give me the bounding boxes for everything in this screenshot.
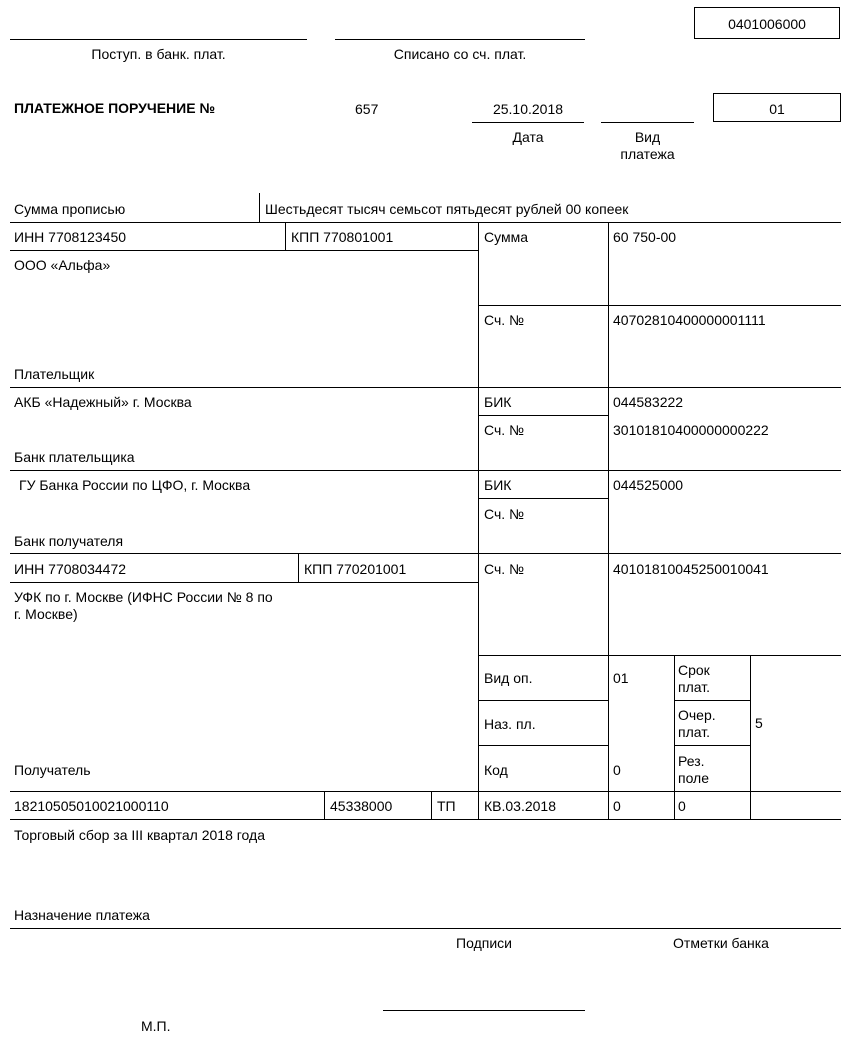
op-type-label: Вид оп. (484, 670, 533, 686)
code-value: 0 (613, 762, 621, 778)
document-date: 25.10.2018 (492, 101, 564, 117)
grid-line (10, 470, 841, 471)
recipient-kpp: КПП 770201001 (304, 561, 407, 577)
oktmo: 45338000 (330, 798, 393, 814)
grid-line (608, 222, 609, 819)
tax-doc-date: 0 (678, 798, 686, 814)
payer-bank-label: Банк плательщика (14, 449, 135, 465)
received-label: Поступ. в банк. плат. (91, 46, 226, 62)
recipient-bank-bik-label: БИК (484, 477, 512, 493)
payer-bank-account: 30101810400000000222 (613, 422, 769, 438)
payer-bank-bik-label: БИК (484, 394, 512, 410)
reserve-label-1: Рез. (678, 753, 705, 769)
order-value: 5 (755, 715, 763, 731)
recipient-name-line-2: г. Москве) (14, 606, 78, 622)
tax-period: КВ.03.2018 (484, 798, 556, 814)
payment-type-line (601, 122, 694, 123)
grid-line (478, 305, 841, 306)
stamp-label: М.П. (141, 1018, 171, 1034)
recipient-inn: ИНН 7708034472 (14, 561, 127, 577)
grid-line (324, 791, 325, 819)
grid-line (10, 387, 841, 388)
payer-bank-account-label: Сч. № (484, 422, 525, 438)
payer-account-label: Сч. № (484, 312, 525, 328)
payer-inn: ИНН 7708123450 (14, 229, 127, 245)
grid-line (10, 819, 841, 820)
purpose-text: Торговый сбор за III квартал 2018 года (14, 827, 265, 843)
grid-line (674, 700, 750, 701)
op-type-value: 01 (613, 670, 629, 686)
amount-words-label: Сумма прописью (14, 201, 126, 217)
payer-name: ООО «Альфа» (14, 257, 111, 273)
grid-line (674, 655, 675, 819)
sum-value: 60 750-00 (613, 229, 677, 245)
grid-line (10, 222, 841, 223)
payer-kpp: КПП 770801001 (291, 229, 394, 245)
purpose-code-label: Наз. пл. (484, 716, 536, 732)
status-code: 01 (769, 101, 785, 117)
grid-line (285, 222, 286, 250)
grid-line (298, 553, 299, 582)
recipient-account: 40101810045250010041 (613, 561, 769, 577)
recipient-name-line-1: УФК по г. Москве (ИФНС России № 8 по (14, 589, 273, 605)
grid-line (10, 791, 841, 792)
grid-line (478, 222, 479, 819)
grid-line (478, 700, 608, 701)
payer-label: Плательщик (14, 366, 95, 382)
grid-line (478, 745, 608, 746)
order-label-1: Очер. (678, 707, 716, 723)
date-label: Дата (512, 129, 544, 145)
payer-bank-name: АКБ «Надежный» г. Москва (14, 394, 192, 410)
tax-doc-number: 0 (613, 798, 621, 814)
grid-line (431, 791, 432, 819)
amount-words-divider (259, 193, 260, 222)
recipient-bank-bik: 044525000 (613, 477, 684, 493)
reserve-label-2: поле (678, 770, 710, 786)
code-label: Код (484, 762, 508, 778)
signature-line (383, 1010, 585, 1011)
tax-basis: ТП (437, 798, 456, 814)
payment-type-label-2: платежа (620, 146, 675, 162)
payer-bank-bik: 044583222 (613, 394, 684, 410)
grid-line (478, 415, 608, 416)
payment-type-label-1: Вид (634, 129, 661, 145)
sum-label: Сумма (484, 229, 528, 245)
order-label-2: плат. (678, 724, 710, 740)
amount-words-value: Шестьдесят тысяч семьсот пятьдесят рублей 00 копеек (265, 201, 629, 217)
grid-line (10, 250, 478, 251)
signatures-label: Подписи (456, 935, 512, 951)
grid-line (750, 655, 751, 819)
document-number: 657 (355, 101, 379, 117)
grid-line (478, 498, 608, 499)
recipient-bank-name: ГУ Банка России по ЦФО, г. Москва (19, 477, 251, 493)
grid-line (10, 582, 478, 583)
document-title: ПЛАТЕЖНОЕ ПОРУЧЕНИЕ № (14, 100, 216, 116)
recipient-account-label: Сч. № (484, 561, 525, 577)
debited-line (335, 39, 585, 40)
payer-account: 40702810400000001111 (613, 312, 766, 328)
grid-line (10, 553, 841, 554)
date-line (472, 122, 584, 123)
grid-line (478, 655, 841, 656)
received-line (10, 39, 307, 40)
bank-marks-label: Отметки банка (673, 935, 769, 951)
recipient-label: Получатель (14, 762, 91, 778)
debited-label: Списано со сч. плат. (393, 46, 527, 62)
recipient-bank-account-label: Сч. № (484, 506, 525, 522)
recipient-bank-label: Банк получателя (14, 533, 124, 549)
kbk: 18210505010021000110 (14, 798, 169, 814)
purpose-label: Назначение платежа (14, 907, 150, 923)
grid-line (674, 745, 750, 746)
purpose-bottom-line (10, 928, 841, 929)
term-label-1: Срок (678, 662, 710, 678)
term-label-2: плат. (678, 679, 710, 695)
form-code: 0401006000 (728, 16, 806, 32)
